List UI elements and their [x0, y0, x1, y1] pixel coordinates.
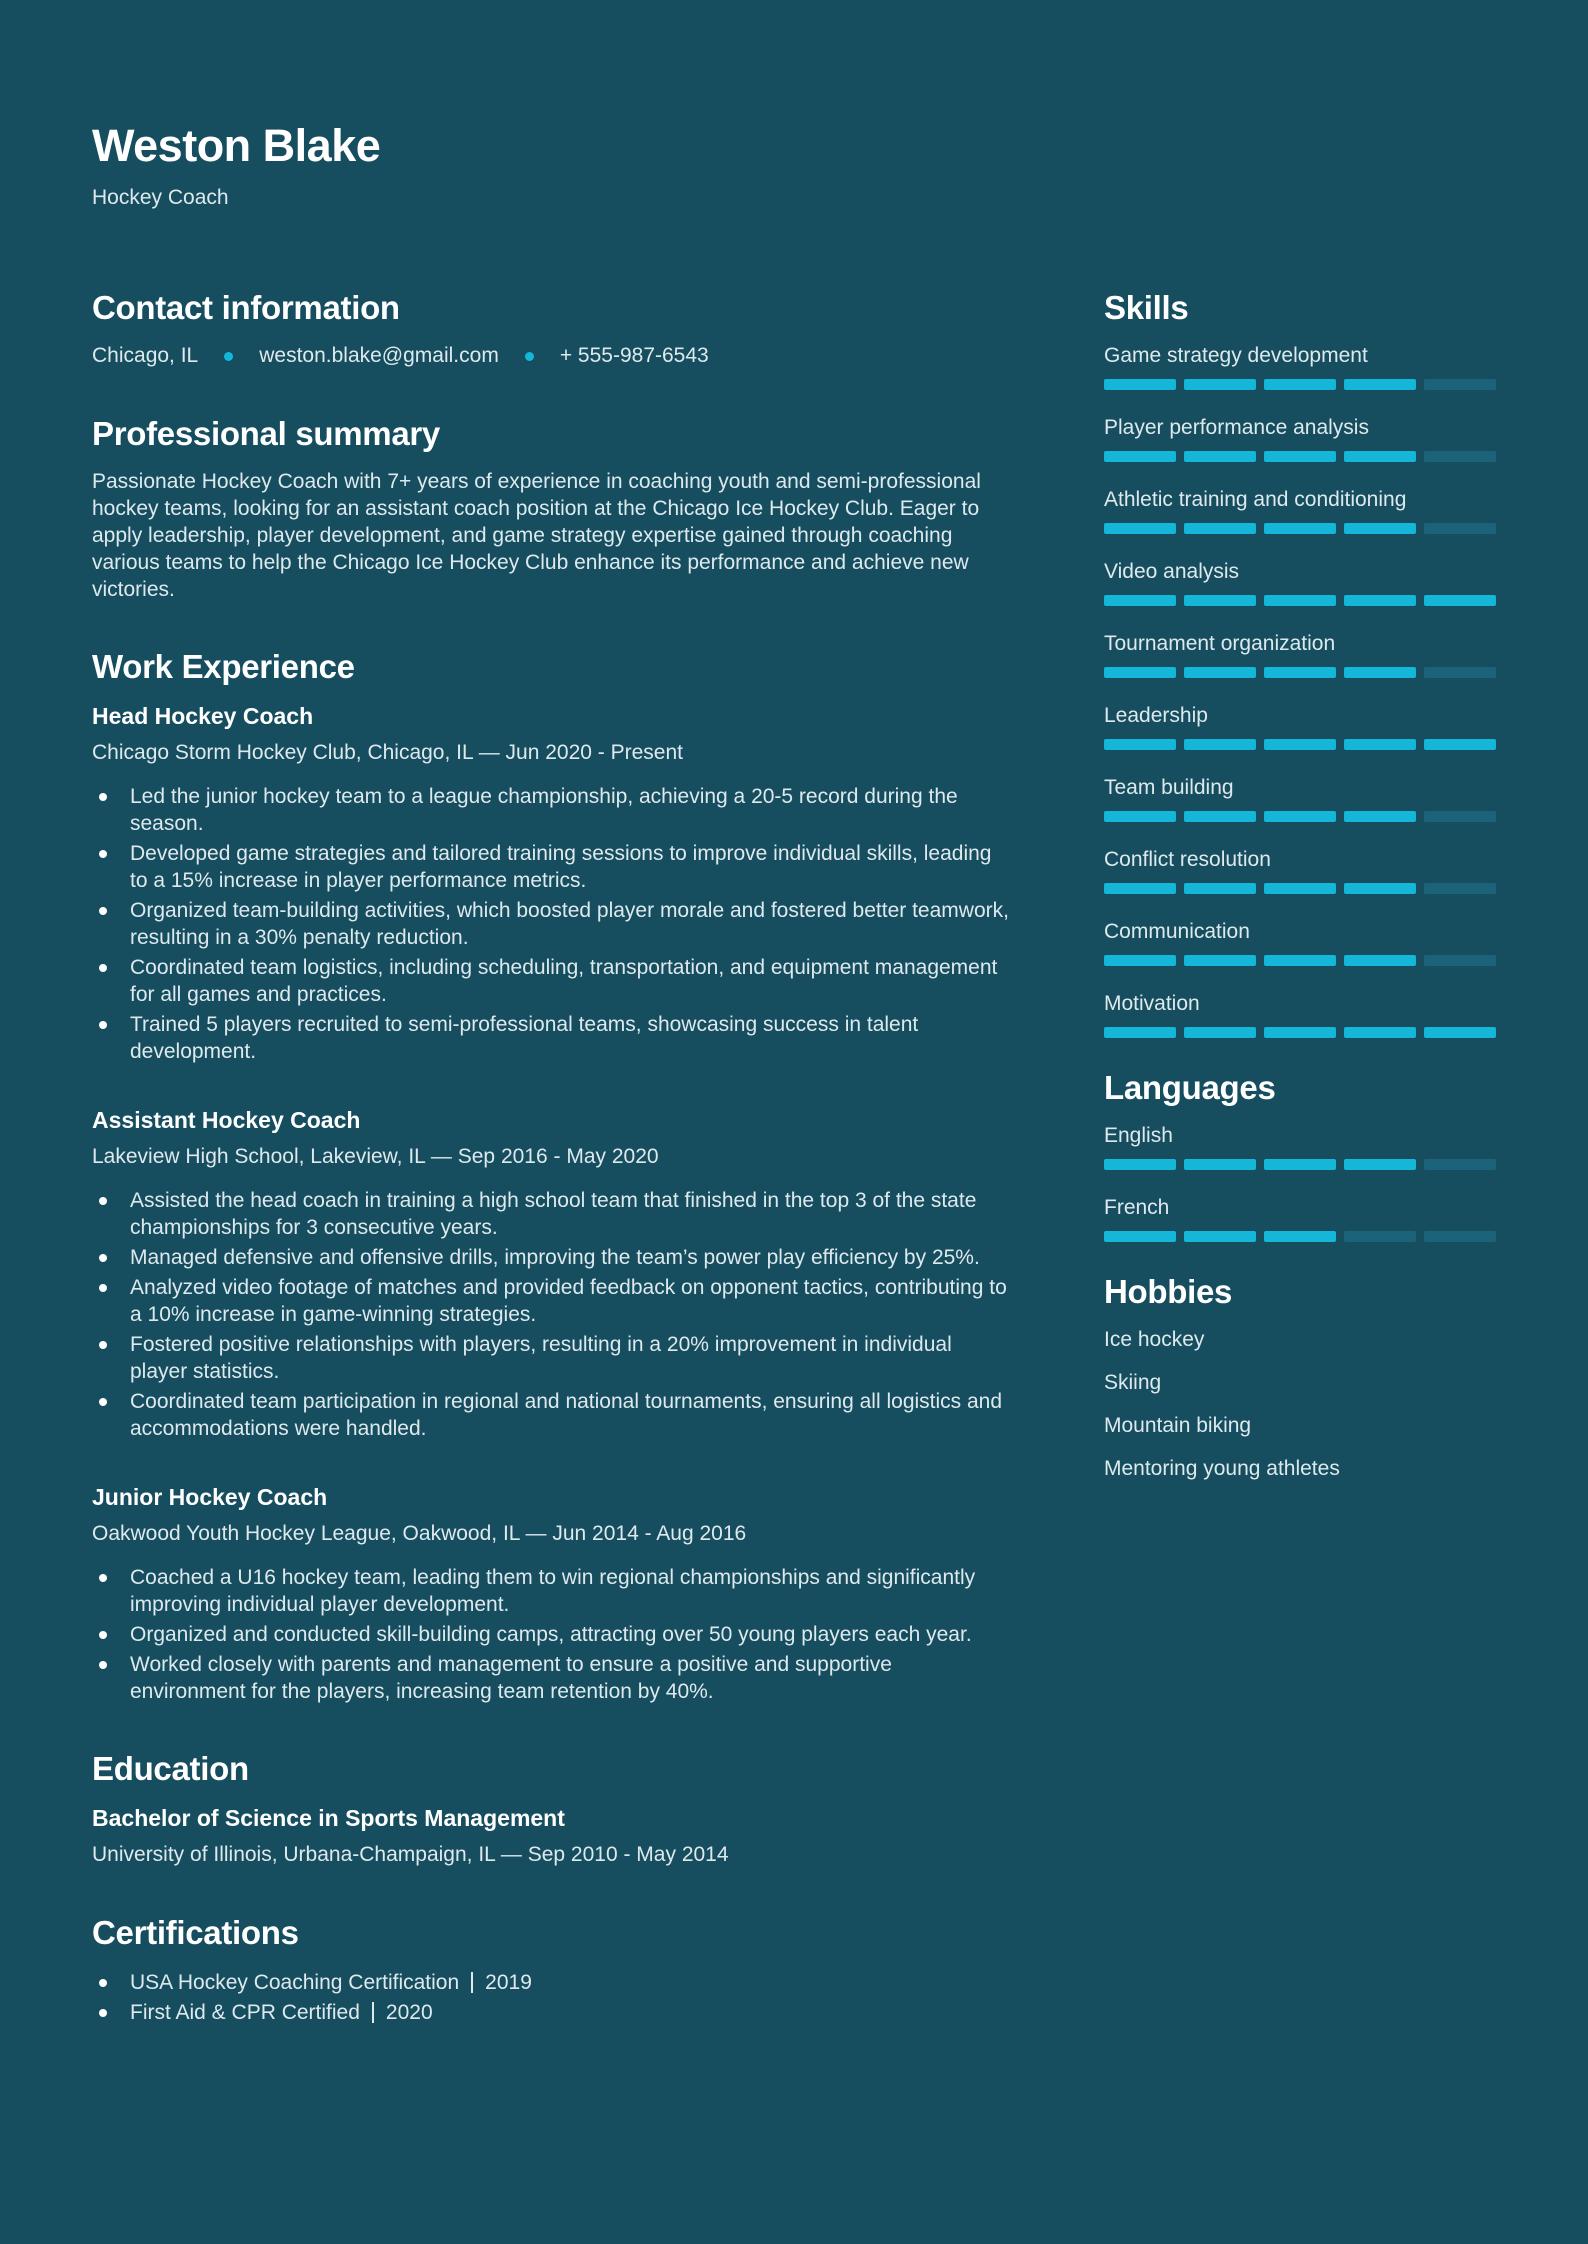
job-meta: Chicago Storm Hockey Club, Chicago, IL — Jun 2020 - Present — [92, 741, 684, 764]
meter-segment — [1104, 955, 1176, 966]
meter-segment — [1104, 739, 1176, 750]
meter-segment — [1184, 955, 1256, 966]
meter-segment — [1424, 379, 1496, 390]
meter-segment — [1344, 883, 1416, 894]
job-title: Assistant Hockey Coach — [92, 1107, 361, 1133]
contact-item: Chicago, IL — [92, 344, 199, 367]
meter-segment — [1104, 1159, 1176, 1170]
job-bullet: Organized and conducted skill-building camps, attracting over 50 young players each year. — [92, 1621, 1012, 1648]
skill-row — [1104, 342, 1496, 390]
skill-meter — [1104, 523, 1496, 534]
meter-segment — [1344, 379, 1416, 390]
meter-segment — [1344, 739, 1416, 750]
meter-segment — [1104, 379, 1176, 390]
skill-label: Communication — [1104, 920, 1250, 943]
meter-segment — [1424, 739, 1496, 750]
skill-meter — [1104, 379, 1496, 390]
meter-segment — [1344, 451, 1416, 462]
job-entry — [92, 701, 1012, 1065]
skill-row — [1104, 990, 1496, 1038]
language-row — [1104, 1194, 1496, 1242]
meter-segment — [1424, 1231, 1496, 1242]
certification-separator — [471, 1972, 473, 1993]
job-meta: Oakwood Youth Hockey League, Oakwood, IL — Jun 2014 - Aug 2016 — [92, 1522, 747, 1545]
meter-segment — [1424, 523, 1496, 534]
hobby-item: Mentoring young athletes — [1104, 1457, 1340, 1480]
skill-label: Conflict resolution — [1104, 848, 1271, 871]
section-education — [92, 1749, 1012, 1869]
meter-segment — [1264, 1231, 1336, 1242]
meter-segment — [1424, 811, 1496, 822]
meter-segment — [1424, 883, 1496, 894]
meter-segment — [1104, 1027, 1176, 1038]
meter-segment — [1184, 595, 1256, 606]
skill-row — [1104, 918, 1496, 966]
skill-label: Video analysis — [1104, 560, 1240, 583]
meter-segment — [1264, 1159, 1336, 1170]
meter-segment — [1104, 883, 1176, 894]
meter-segment — [1424, 1027, 1496, 1038]
person-name: Weston Blake — [92, 120, 381, 171]
job-bullet: Managed defensive and offensive drills, improving the team’s power play efficiency by 25%. — [92, 1244, 1012, 1271]
hobbies-heading: Hobbies — [1104, 1273, 1233, 1310]
meter-segment — [1424, 667, 1496, 678]
meter-segment — [1424, 955, 1496, 966]
certification-item — [92, 1969, 1012, 1996]
meter-segment — [1344, 1231, 1416, 1242]
job-bullet: Trained 5 players recruited to semi-professional teams, showcasing success in talent development. — [92, 1011, 1012, 1065]
skill-label: Leadership — [1104, 704, 1208, 727]
job-bullet: Analyzed video footage of matches and provided feedback on opponent tactics, contributing to a 10% increase in game-winning strategies. — [92, 1274, 1012, 1328]
meter-segment — [1424, 1159, 1496, 1170]
skill-meter — [1104, 811, 1496, 822]
meter-segment — [1184, 523, 1256, 534]
job-entry — [92, 1482, 1012, 1705]
hobby-item: Skiing — [1104, 1371, 1162, 1394]
skill-label: Athletic training and conditioning — [1104, 488, 1407, 511]
meter-segment — [1264, 451, 1336, 462]
skill-label: Team building — [1104, 776, 1234, 799]
job-bullet: Developed game strategies and tailored training sessions to improve individual skills, leading to a 15% increase in player performance metrics. — [92, 840, 1012, 894]
certifications-heading: Certifications — [92, 1914, 299, 1951]
education-heading: Education — [92, 1750, 249, 1787]
certification-year: 2020 — [385, 2001, 433, 2024]
skill-row — [1104, 846, 1496, 894]
job-bullet: Coached a U16 hockey team, leading them to win regional championships and significantly improving individual player development. — [92, 1564, 1012, 1618]
certification-year: 2019 — [485, 1971, 532, 1994]
meter-segment — [1344, 811, 1416, 822]
skill-row — [1104, 774, 1496, 822]
job-bullet: Fostered positive relationships with players, resulting in a 20% improvement in individual player statistics. — [92, 1331, 1012, 1385]
job-bullet: Organized team-building activities, which boosted player morale and fostered better teamwork, resulting in a 30% penalty reduction. — [92, 897, 1012, 951]
hobby-item: Ice hockey — [1104, 1328, 1205, 1351]
language-row — [1104, 1122, 1496, 1170]
certification-text: USA Hockey Coaching Certification — [130, 1971, 460, 1994]
meter-segment — [1344, 667, 1416, 678]
languages-heading: Languages — [1104, 1069, 1276, 1106]
section-work-experience — [92, 647, 1012, 1705]
job-bullet: Coordinated team logistics, including scheduling, transportation, and equipment management for all games and practices. — [92, 954, 1012, 1008]
skill-label: Tournament organization — [1104, 632, 1336, 655]
job-bullet: Coordinated team participation in regional and national tournaments, ensuring all logistics and accommodations were handled. — [92, 1388, 1012, 1442]
meter-segment — [1104, 667, 1176, 678]
job-bullet-list — [92, 1564, 1012, 1705]
skill-label: Player performance analysis — [1104, 416, 1369, 439]
meter-segment — [1264, 523, 1336, 534]
skill-meter — [1104, 451, 1496, 462]
contact-item: + 555-987-6543 — [559, 344, 709, 367]
meter-segment — [1344, 1159, 1416, 1170]
meter-segment — [1424, 595, 1496, 606]
meter-segment — [1184, 1231, 1256, 1242]
skill-meter — [1104, 667, 1496, 678]
skill-meter — [1104, 1027, 1496, 1038]
skill-meter — [1104, 883, 1496, 894]
language-meter — [1104, 1159, 1496, 1170]
meter-segment — [1264, 667, 1336, 678]
meter-segment — [1104, 1231, 1176, 1242]
language-label: French — [1104, 1196, 1170, 1219]
meter-segment — [1104, 811, 1176, 822]
meter-segment — [1264, 379, 1336, 390]
meter-segment — [1184, 811, 1256, 822]
summary-text: Passionate Hockey Coach with 7+ years of experience in coaching youth and semi-professional hockey teams, looking for an assistant coach position at the Chicago Ice Hockey Club. Eager to apply leadership, player development, and game strategy expertise gained through coaching various teams to help the Chicago Ice Hockey Club enhance its performance and achieve new victories. — [92, 470, 981, 601]
language-list — [1104, 1122, 1496, 1242]
meter-segment — [1184, 883, 1256, 894]
meter-segment — [1104, 595, 1176, 606]
meter-segment — [1264, 811, 1336, 822]
skill-row — [1104, 558, 1496, 606]
job-bullet-list — [92, 783, 1012, 1065]
meter-segment — [1344, 1027, 1416, 1038]
section-contact — [92, 288, 1012, 370]
work-experience-heading: Work Experience — [92, 648, 355, 685]
meter-segment — [1184, 451, 1256, 462]
skills-heading: Skills — [1104, 289, 1189, 326]
person-job-title: Hockey Coach — [92, 186, 229, 209]
meter-segment — [1424, 451, 1496, 462]
job-list — [92, 701, 1012, 1705]
section-summary — [92, 414, 1012, 603]
meter-segment — [1264, 955, 1336, 966]
section-skills — [1104, 288, 1496, 1038]
job-bullet: Led the junior hockey team to a league championship, achieving a 20-5 record during the season. — [92, 783, 1012, 837]
job-entry — [92, 1105, 1012, 1442]
section-hobbies — [1104, 1272, 1496, 1482]
meter-segment — [1264, 883, 1336, 894]
education-meta: University of Illinois, Urbana-Champaign, IL — Sep 2010 - May 2014 — [92, 1843, 729, 1866]
job-title: Head Hockey Coach — [92, 703, 314, 729]
skill-label: Game strategy development — [1104, 344, 1368, 367]
certification-item — [92, 1999, 1012, 2026]
skill-meter — [1104, 595, 1496, 606]
skill-row — [1104, 630, 1496, 678]
skill-meter — [1104, 955, 1496, 966]
summary-heading: Professional summary — [92, 415, 440, 452]
language-meter — [1104, 1231, 1496, 1242]
contact-separator-dot — [224, 352, 233, 361]
meter-segment — [1104, 451, 1176, 462]
meter-segment — [1184, 1027, 1256, 1038]
skill-row — [1104, 486, 1496, 534]
hobby-item: Mountain biking — [1104, 1414, 1252, 1437]
meter-segment — [1264, 739, 1336, 750]
meter-segment — [1184, 739, 1256, 750]
contact-line — [92, 342, 1012, 370]
meter-segment — [1344, 955, 1416, 966]
section-certifications — [92, 1913, 1012, 2026]
education-degree: Bachelor of Science in Sports Management — [92, 1805, 565, 1831]
certification-text: First Aid & CPR Certified — [130, 2001, 360, 2024]
hobby-list — [1104, 1326, 1496, 1482]
certification-list — [92, 1969, 1012, 2026]
contact-separator-dot — [525, 352, 534, 361]
meter-segment — [1184, 667, 1256, 678]
meter-segment — [1184, 379, 1256, 390]
meter-segment — [1264, 595, 1336, 606]
meter-segment — [1344, 595, 1416, 606]
job-title: Junior Hockey Coach — [92, 1484, 328, 1510]
skill-list — [1104, 342, 1496, 1038]
job-bullet: Worked closely with parents and management to ensure a positive and supportive environment for the players, increasing team retention by 40%. — [92, 1651, 1012, 1705]
meter-segment — [1344, 523, 1416, 534]
header — [92, 120, 1496, 212]
certification-separator — [372, 2002, 374, 2023]
main-column — [92, 288, 1012, 2070]
contact-heading: Contact information — [92, 289, 400, 326]
job-meta: Lakeview High School, Lakeview, IL — Sep 2016 - May 2020 — [92, 1145, 659, 1168]
skill-row — [1104, 702, 1496, 750]
section-languages — [1104, 1068, 1496, 1242]
skill-meter — [1104, 739, 1496, 750]
language-label: English — [1104, 1124, 1173, 1147]
sidebar — [1104, 288, 1496, 1512]
meter-segment — [1184, 1159, 1256, 1170]
skill-label: Motivation — [1104, 992, 1200, 1015]
job-bullet-list — [92, 1187, 1012, 1442]
contact-item: weston.blake@gmail.com — [259, 344, 499, 367]
meter-segment — [1264, 1027, 1336, 1038]
content-columns — [92, 288, 1496, 2070]
skill-row — [1104, 414, 1496, 462]
meter-segment — [1104, 523, 1176, 534]
job-bullet: Assisted the head coach in training a high school team that finished in the top 3 of the state championships for 3 consecutive years. — [92, 1187, 1012, 1241]
